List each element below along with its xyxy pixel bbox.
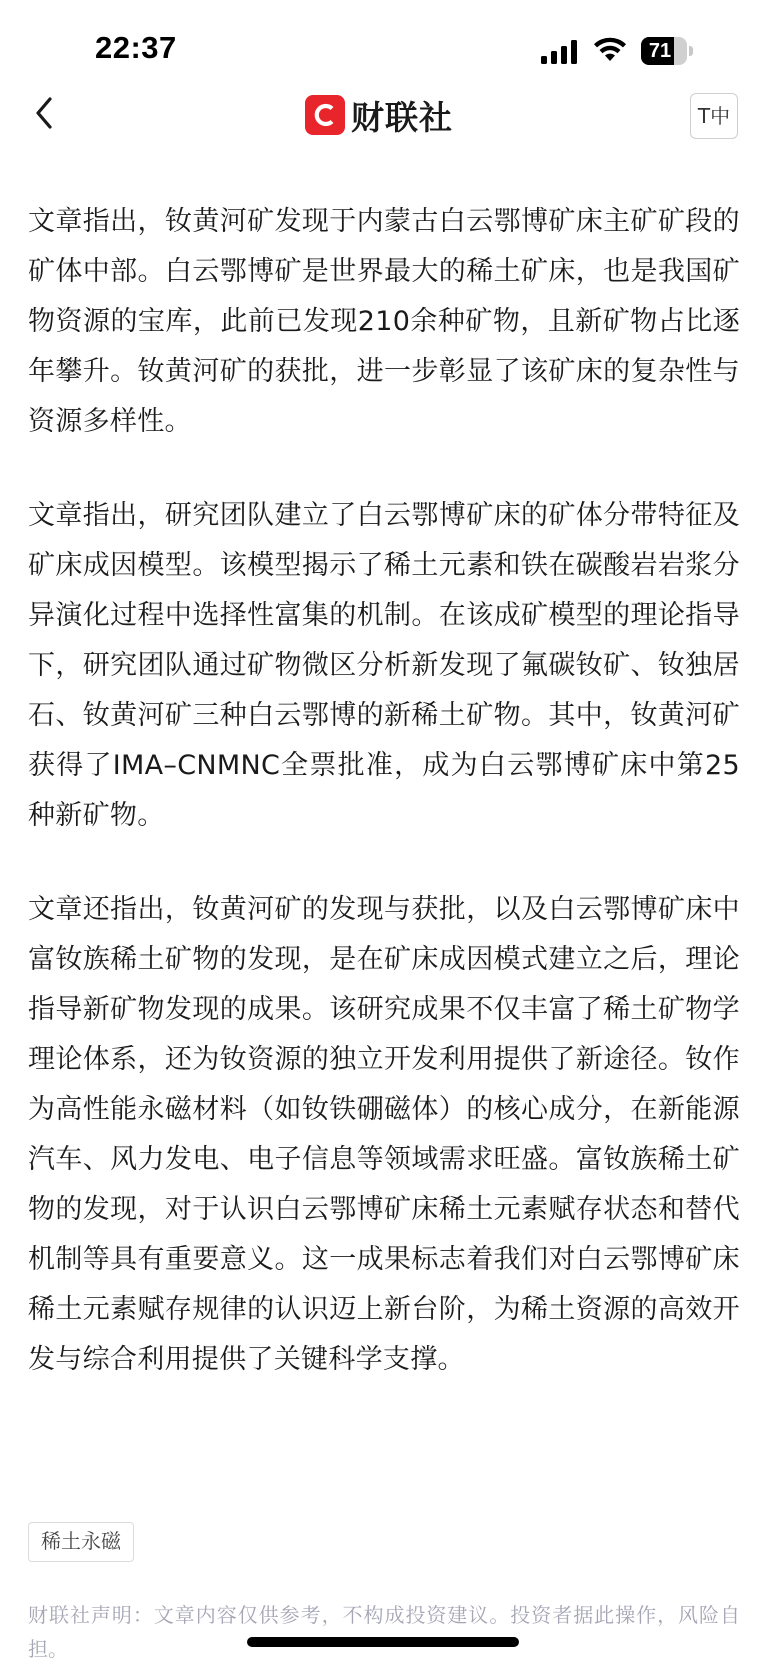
back-button[interactable] (28, 89, 68, 137)
battery-body (641, 37, 687, 65)
brand-c-icon (305, 95, 345, 135)
home-indicator[interactable] (247, 1637, 519, 1647)
brand-name: 财联社 (351, 97, 453, 137)
article-body (28, 197, 740, 1429)
tag-chip[interactable]: 稀土永磁 (28, 1522, 134, 1562)
status-bar (0, 0, 768, 90)
brand-c-glyph (314, 103, 336, 127)
status-time: 22:37 (95, 30, 177, 65)
font-size-button[interactable]: T中 (690, 93, 738, 139)
signal-icon (541, 40, 579, 64)
chevron-left-icon (28, 89, 68, 137)
battery-icon (641, 37, 693, 65)
wifi-icon (593, 37, 627, 63)
article-paragraph: 文章指出，研究团队建立了白云鄂博矿床的矿体分带特征及矿床成因模型。该模型揭示了稀土元素和铁在碳酸岩岩浆分异演化过程中选择性富集的机制。在该成矿模型的理论指导下，研究团队通过矿物微区分析新发现了氟碳钕矿、钕独居石、钕黄河矿三种白云鄂博的新稀土矿物。其中，钕黄河矿获得了IMA–CNMNC全票批准，成为白云鄂博矿床中第25种新矿物。 (28, 500, 740, 831)
brand-logo (305, 93, 453, 137)
nav-bar (0, 85, 768, 155)
article-paragraph: 文章指出，钕黄河矿发现于内蒙古白云鄂博矿床主矿矿段的矿体中部。白云鄂博矿是世界最大的稀土矿床，也是我国矿物资源的宝库，此前已发现210余种矿物，且新矿物占比逐年攀升。钕黄河矿的获批，进一步彰显了该矿床的复杂性与资源多样性。 (28, 206, 740, 437)
battery-level: 71 (648, 40, 672, 62)
disclaimer: 财联社声明：文章内容仅供参考，不构成投资建议。投资者据此操作，风险自担。 (28, 1603, 740, 1661)
article-paragraph: 文章还指出，钕黄河矿的发现与获批，以及白云鄂博矿床中富钕族稀土矿物的发现，是在矿床成因模式建立之后，理论指导新矿物发现的成果。该研究成果不仅丰富了稀土矿物学理论体系，还为钕资源的独立开发利用提供了新途径。钕作为高性能永磁材料（如钕铁硼磁体）的核心成分，在新能源汽车、风力发电、电子信息等领域需求旺盛。富钕族稀土矿物的发现，对于认识白云鄂博矿床稀土元素赋存状态和替代机制等具有重要意义。这一成果标志着我们对白云鄂博矿床稀土元素赋存规律的认识迈上新台阶，为稀土资源的高效开发与综合利用提供了关键科学支撑。 (28, 894, 740, 1375)
battery-tip (689, 46, 693, 56)
